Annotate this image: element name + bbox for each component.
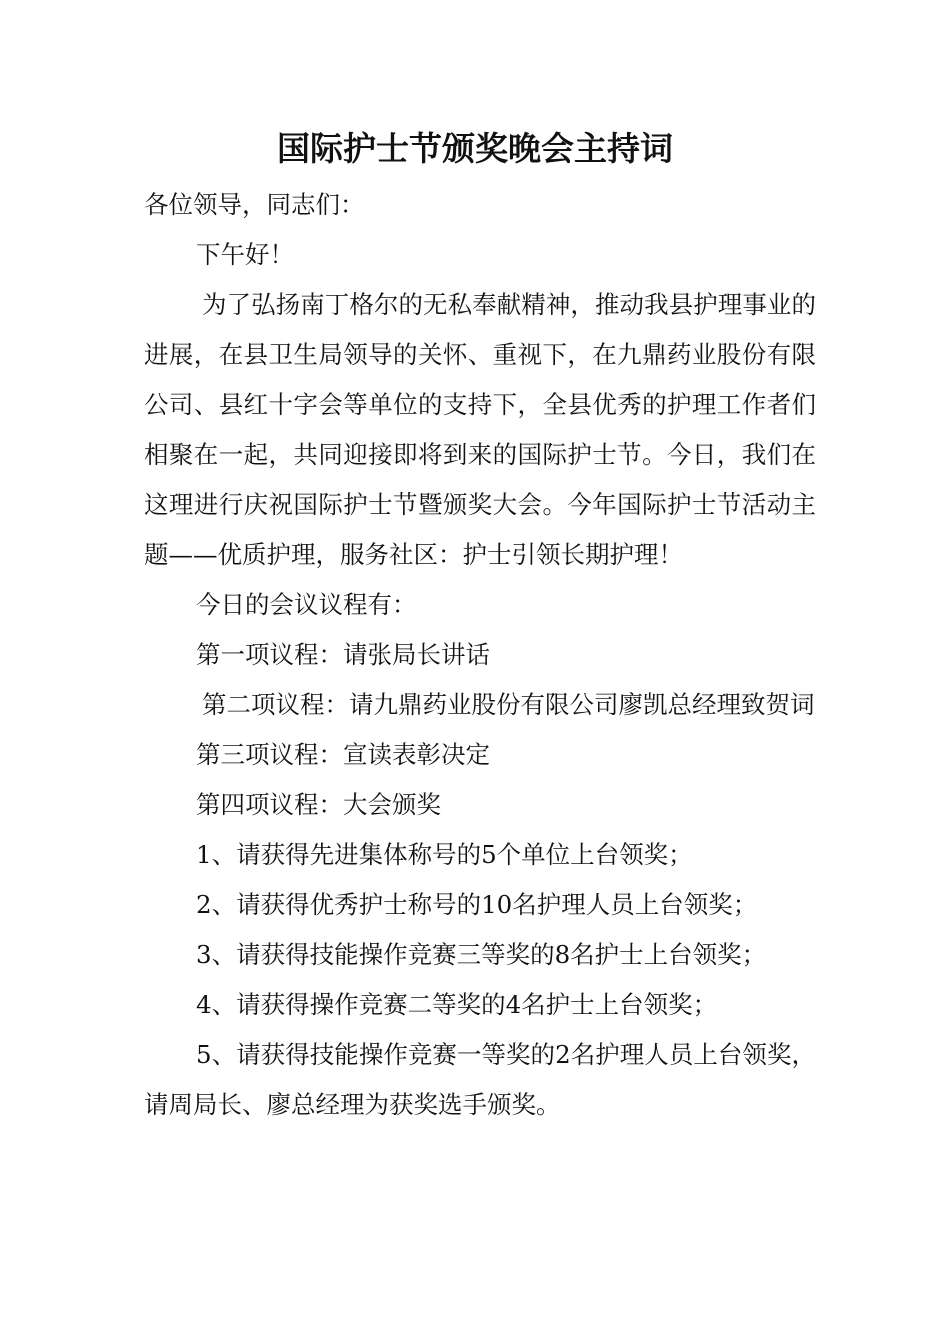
agenda-item-4: 第四项议程：大会颁奖 — [196, 790, 441, 819]
greeting: 下午好！ — [196, 240, 294, 269]
document-body — [144, 180, 816, 1130]
intro-paragraph: 为了弘扬南丁格尔的无私奉献精神，推动我县护理事业的进展，在县卫生局领导的关怀、重视下，在九鼎药业股份有限公司、县红十字会等单位的支持下，全县优秀的护理工作者们相聚在一起，共同迎接即将到来的国际护士节。今日，我们在这理进行庆祝国际护士节暨颁奖大会。今年国际护士节活动主题——优质护理，服务社区：护士引领长期护理！ — [144, 290, 816, 569]
award-item-5: 5、请获得技能操作竞赛一等奖的2名护理人员上台领奖，请周局长、廖总经理为获奖选手颁奖。 — [144, 1040, 816, 1119]
award-item-1: 1、请获得先进集体称号的5个单位上台领奖； — [196, 840, 693, 869]
agenda-item-2: 第二项议程：请九鼎药业股份有限公司廖凯总经理致贺词 — [202, 690, 815, 719]
award-item-3: 3、请获得技能操作竞赛三等奖的8名护士上台领奖； — [196, 940, 767, 969]
salutation: 各位领导，同志们： — [144, 190, 365, 219]
award-item-2: 2、请获得优秀护士称号的10名护理人员上台领奖； — [196, 890, 758, 919]
agenda-heading: 今日的会议议程有： — [196, 590, 417, 619]
agenda-item-3: 第三项议程：宣读表彰决定 — [196, 740, 490, 769]
agenda-item-1: 第一项议程：请张局长讲话 — [196, 640, 490, 669]
document-title: 国际护士节颁奖晚会主持词 — [277, 129, 673, 168]
award-item-4: 4、请获得操作竞赛二等奖的4名护士上台领奖； — [196, 990, 718, 1019]
